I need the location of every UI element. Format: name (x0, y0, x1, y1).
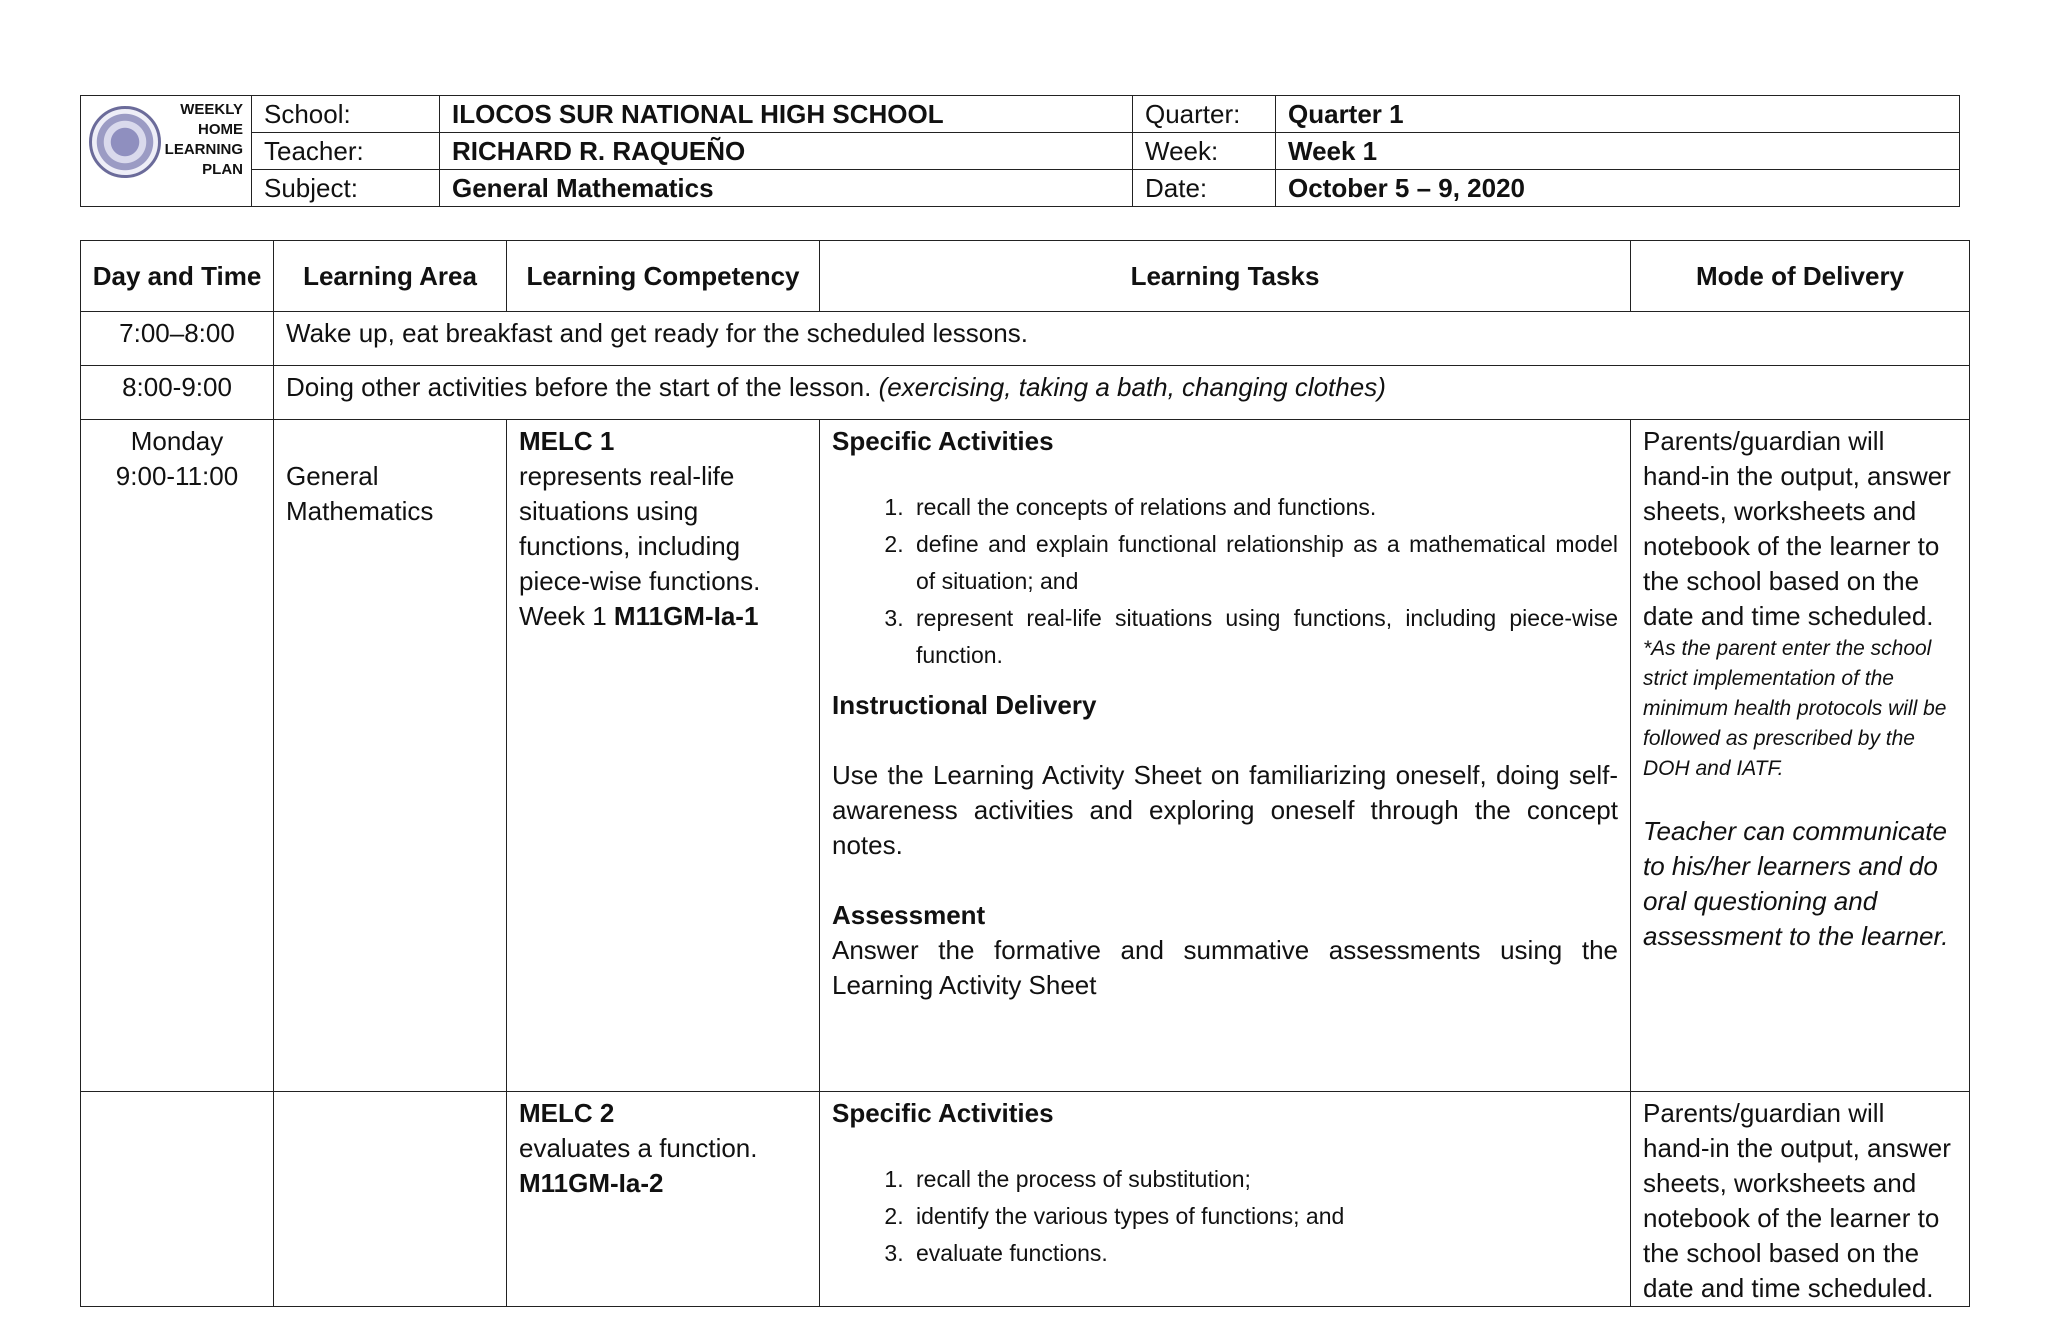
row3-day-time (81, 420, 274, 1092)
row2-text-italic: (exercising, taking a bath, changing clothes) (878, 372, 1386, 402)
school-value: ILOCOS SUR NATIONAL HIGH SCHOOL (440, 96, 1133, 133)
list-item: 2. identify the various types of functions; and (910, 1198, 1618, 1235)
date-value: October 5 – 9, 2020 (1276, 170, 1960, 207)
list-item: 3. represent real-life situations using functions, including piece-wise function. (910, 600, 1618, 674)
list-item: 1. recall the process of substitution; (910, 1161, 1618, 1198)
row1-time: 7:00–8:00 (81, 312, 274, 366)
row2-text-main: Doing other activities before the start of the lesson. (286, 372, 872, 402)
quarter-label: Quarter: (1133, 96, 1276, 133)
row4-competency (507, 1092, 820, 1307)
melc2-text: evaluates a function. (519, 1133, 758, 1163)
list-item: 1. recall the concepts of relations and functions. (910, 489, 1618, 526)
row4-mode (1631, 1092, 1970, 1307)
list-item: 2. define and explain functional relationship as a mathematical model of situation; and (910, 526, 1618, 600)
row2-time: 8:00-9:00 (81, 366, 274, 420)
week-label: Week: (1133, 133, 1276, 170)
row3-time: 9:00-11:00 (115, 461, 239, 491)
col-learning-competency: Learning Competency (507, 241, 820, 312)
specific-activities-title: Specific Activities (832, 426, 1054, 456)
deped-seal-icon (89, 106, 161, 178)
activities-list-2 (832, 1161, 1618, 1272)
melc1-week-line (519, 599, 807, 634)
row3-area (274, 420, 507, 1092)
row3-mode (1631, 420, 1970, 1092)
row2-text (274, 366, 1970, 420)
specific-activities-title-2: Specific Activities (832, 1098, 1054, 1128)
row3-mode-note: *As the parent enter the school strict implementation of the minimum health protocols will be followed as prescribed by the DOH and IATF. (1643, 637, 1947, 780)
plan-header-table (80, 95, 1960, 207)
activities-list (832, 489, 1618, 674)
row3-area-text: General Mathematics (286, 461, 434, 526)
row4-area (274, 1092, 507, 1307)
row4-day-time (81, 1092, 274, 1307)
table-row (81, 366, 1970, 420)
quarter-value: Quarter 1 (1276, 96, 1960, 133)
list-item: 3. evaluate functions. (910, 1235, 1618, 1272)
melc1-text: represents real-life situations using functions, including piece-wise functions. (519, 461, 761, 596)
col-learning-area: Learning Area (274, 241, 507, 312)
subject-value: General Mathematics (440, 170, 1133, 207)
melc1-week: Week 1 (519, 601, 607, 631)
table-row (81, 1092, 1970, 1307)
row3-mode-text: Parents/guardian will hand-in the output, answer sheets, worksheets and notebook of the learner to the school based on the date and time scheduled. (1643, 426, 1951, 631)
table-row (81, 312, 1970, 366)
school-label: School: (252, 96, 440, 133)
row3-mode-teacher: Teacher can communicate to his/her learners and do oral questioning and assessment to the learner. (1643, 816, 1949, 951)
melc1-code: M11GM-Ia-1 (613, 601, 759, 631)
weekly-plan-table (80, 240, 1970, 1307)
col-learning-tasks: Learning Tasks (820, 241, 1631, 312)
row1-text: Wake up, eat breakfast and get ready for the scheduled lessons. (274, 312, 1970, 366)
row4-mode-text: Parents/guardian will hand-in the output, answer sheets, worksheets and notebook of the learner to the school based on the date and time scheduled. (1643, 1098, 1951, 1303)
teacher-label: Teacher: (252, 133, 440, 170)
instructional-delivery-text: Use the Learning Activity Sheet on familiarizing oneself, doing self-awareness activities and exploring oneself through the concept notes. (832, 760, 1618, 860)
melc2-code: M11GM-Ia-2 (519, 1168, 664, 1198)
teacher-value: RICHARD R. RAQUEÑO (440, 133, 1133, 170)
col-day-time: Day and Time (81, 241, 274, 312)
date-label: Date: (1133, 170, 1276, 207)
row3-day: Monday (130, 426, 224, 456)
col-mode-of-delivery: Mode of Delivery (1631, 241, 1970, 312)
week-value: Week 1 (1276, 133, 1960, 170)
row3-competency (507, 420, 820, 1092)
row3-tasks (820, 420, 1631, 1092)
plan-title: WEEKLY HOME LEARNING PLAN (164, 101, 243, 178)
assessment-title: Assessment (832, 900, 986, 930)
melc1-title: MELC 1 (519, 426, 615, 456)
table-header-row (81, 241, 1970, 312)
melc2-title: MELC 2 (519, 1098, 615, 1128)
logo-cell (81, 96, 252, 207)
subject-label: Subject: (252, 170, 440, 207)
instructional-delivery-title: Instructional Delivery (832, 690, 1097, 720)
table-row (81, 420, 1970, 1092)
assessment-text: Answer the formative and summative assessments using the Learning Activity Sheet (832, 935, 1618, 1000)
row4-tasks (820, 1092, 1631, 1307)
